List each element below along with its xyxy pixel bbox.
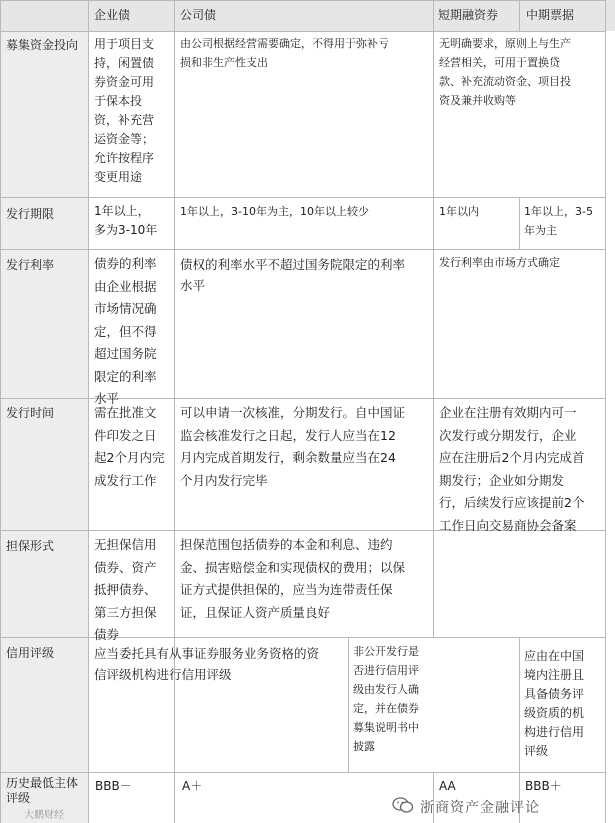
cell-enterprise-use-of-funds: 用于项目支 持，闲置债 券资金可用 于保本投 资，补充营 运资金等； 允许按程序 变更用途 — [94, 37, 155, 184]
cell-medium-term-min-rating: BBB＋ — [525, 779, 562, 793]
grid-line-h — [0, 772, 606, 773]
cell-non-public-credit-rating: 非公开发行是 否进行信用评 级由发行人确 定，并在债券 募集说明书中 披露 — [353, 645, 419, 753]
cell-cp-mtn-use-of-funds: 无明确要求，原则上与生产 经营相关，可用于置换贷 款、补充流动资金、项目投 资及兼并收购等 — [439, 37, 571, 107]
grid-line-v — [348, 637, 349, 772]
cell-cp-mtn-interest-rate: 发行利率由市场方式确定 — [439, 256, 560, 269]
header-medium-term-note: 中期票据 — [526, 8, 575, 22]
cell-enterprise-guarantee: 无担保信用 债券、资产 抵押债券、 第三方担保 债券 — [94, 537, 157, 642]
cell-short-term-min-rating: AA — [439, 779, 456, 793]
header-short-term-note: 短期融资券 — [438, 8, 499, 22]
cell-enterprise-interest-rate: 债券的利率 由企业根据 市场情况确 定，但不得 超过国务院 限定的利率 水平 — [94, 256, 157, 406]
grid-line-h — [0, 637, 606, 638]
grid-line-v — [174, 0, 175, 823]
row-label-column — [0, 31, 88, 823]
grid-line-h — [0, 398, 606, 399]
row-label-guarantee: 担保形式 — [6, 539, 55, 553]
grid-line-v — [88, 0, 89, 823]
row-label-credit-rating: 信用评级 — [6, 646, 55, 660]
grid-line-h — [0, 197, 606, 198]
cell-corporate-issue-time: 可以申请一次核准，分期发行。自中国证 监会核准发行之日起，发行人应当在12 月内完成首期发行，剩余数量应当在24 个月内发行完毕 — [180, 405, 406, 488]
grid-line-h — [0, 31, 606, 32]
cell-medium-term-term: 1年以上，3-5 年为主 — [524, 205, 593, 237]
grid-line-v — [519, 637, 520, 823]
grid-line-h — [0, 249, 606, 250]
row-label-interest-rate: 发行利率 — [6, 258, 55, 272]
cell-enterprise-issue-time: 需在批准文 件印发之日 起2个月内完 成发行工作 — [94, 405, 165, 488]
cell-ent-corp-credit-rating: 应当委托具有从事证券服务业务资格的资 信评级机构进行信用评级 — [94, 646, 320, 682]
row-label-term: 发行期限 — [6, 207, 55, 221]
watermark-text: 浙商资产金融评论 — [420, 800, 540, 816]
grid-line-v — [519, 0, 520, 31]
header-corporate-bond: 公司债 — [180, 8, 217, 22]
row-label-min-rating: 历史最低主体 评级 — [6, 776, 79, 805]
cell-short-term-term: 1年以内 — [439, 205, 479, 218]
row-label-use-of-funds: 募集资金投向 — [6, 38, 79, 52]
grid-line-v — [433, 0, 434, 637]
cell-corporate-interest-rate: 债权的利率水平不超过国务院限定的利率 水平 — [180, 257, 406, 293]
grid-line-v — [605, 0, 606, 823]
cell-corporate-min-rating: A＋ — [182, 779, 203, 793]
grid-line-h — [0, 0, 606, 1]
watermark-corner-text: 大鹏财经 — [24, 810, 64, 821]
row-label-issue-time: 发行时间 — [6, 406, 55, 420]
cell-corporate-guarantee: 担保范围包括债券的本金和利息、违约 金、损害赔偿金和实现债权的费用；以保 证方式提供担保的，应当为连带责任保 证，且保证人资产质量良好 — [180, 537, 406, 620]
grid-line-v — [519, 197, 520, 249]
cell-enterprise-term: 1年以上， 多为3-10年 — [94, 204, 158, 237]
grid-line-v — [0, 0, 1, 823]
cell-corporate-use-of-funds: 由公司根据经营需要确定，不得用于弥补亏 损和非生产性支出 — [180, 37, 389, 69]
wechat-icon — [392, 796, 414, 814]
cell-enterprise-min-rating: BBB－ — [95, 779, 132, 793]
cell-medium-term-credit-rating: 应由在中国 境内注册且 具备债务评 级资质的机 构进行信用 评级 — [524, 649, 585, 758]
cell-corporate-term: 1年以上，3-10年为主，10年以上较少 — [180, 205, 369, 218]
header-enterprise-bond: 企业债 — [94, 8, 131, 22]
cell-cp-mtn-issue-time: 企业在注册有效期内可一 次发行或分期发行，企业 应在注册后2个月内完成首 期发行；企业如分期发 行，后续发行应该提前2个 工作日向交易商协会备案 — [439, 405, 585, 533]
